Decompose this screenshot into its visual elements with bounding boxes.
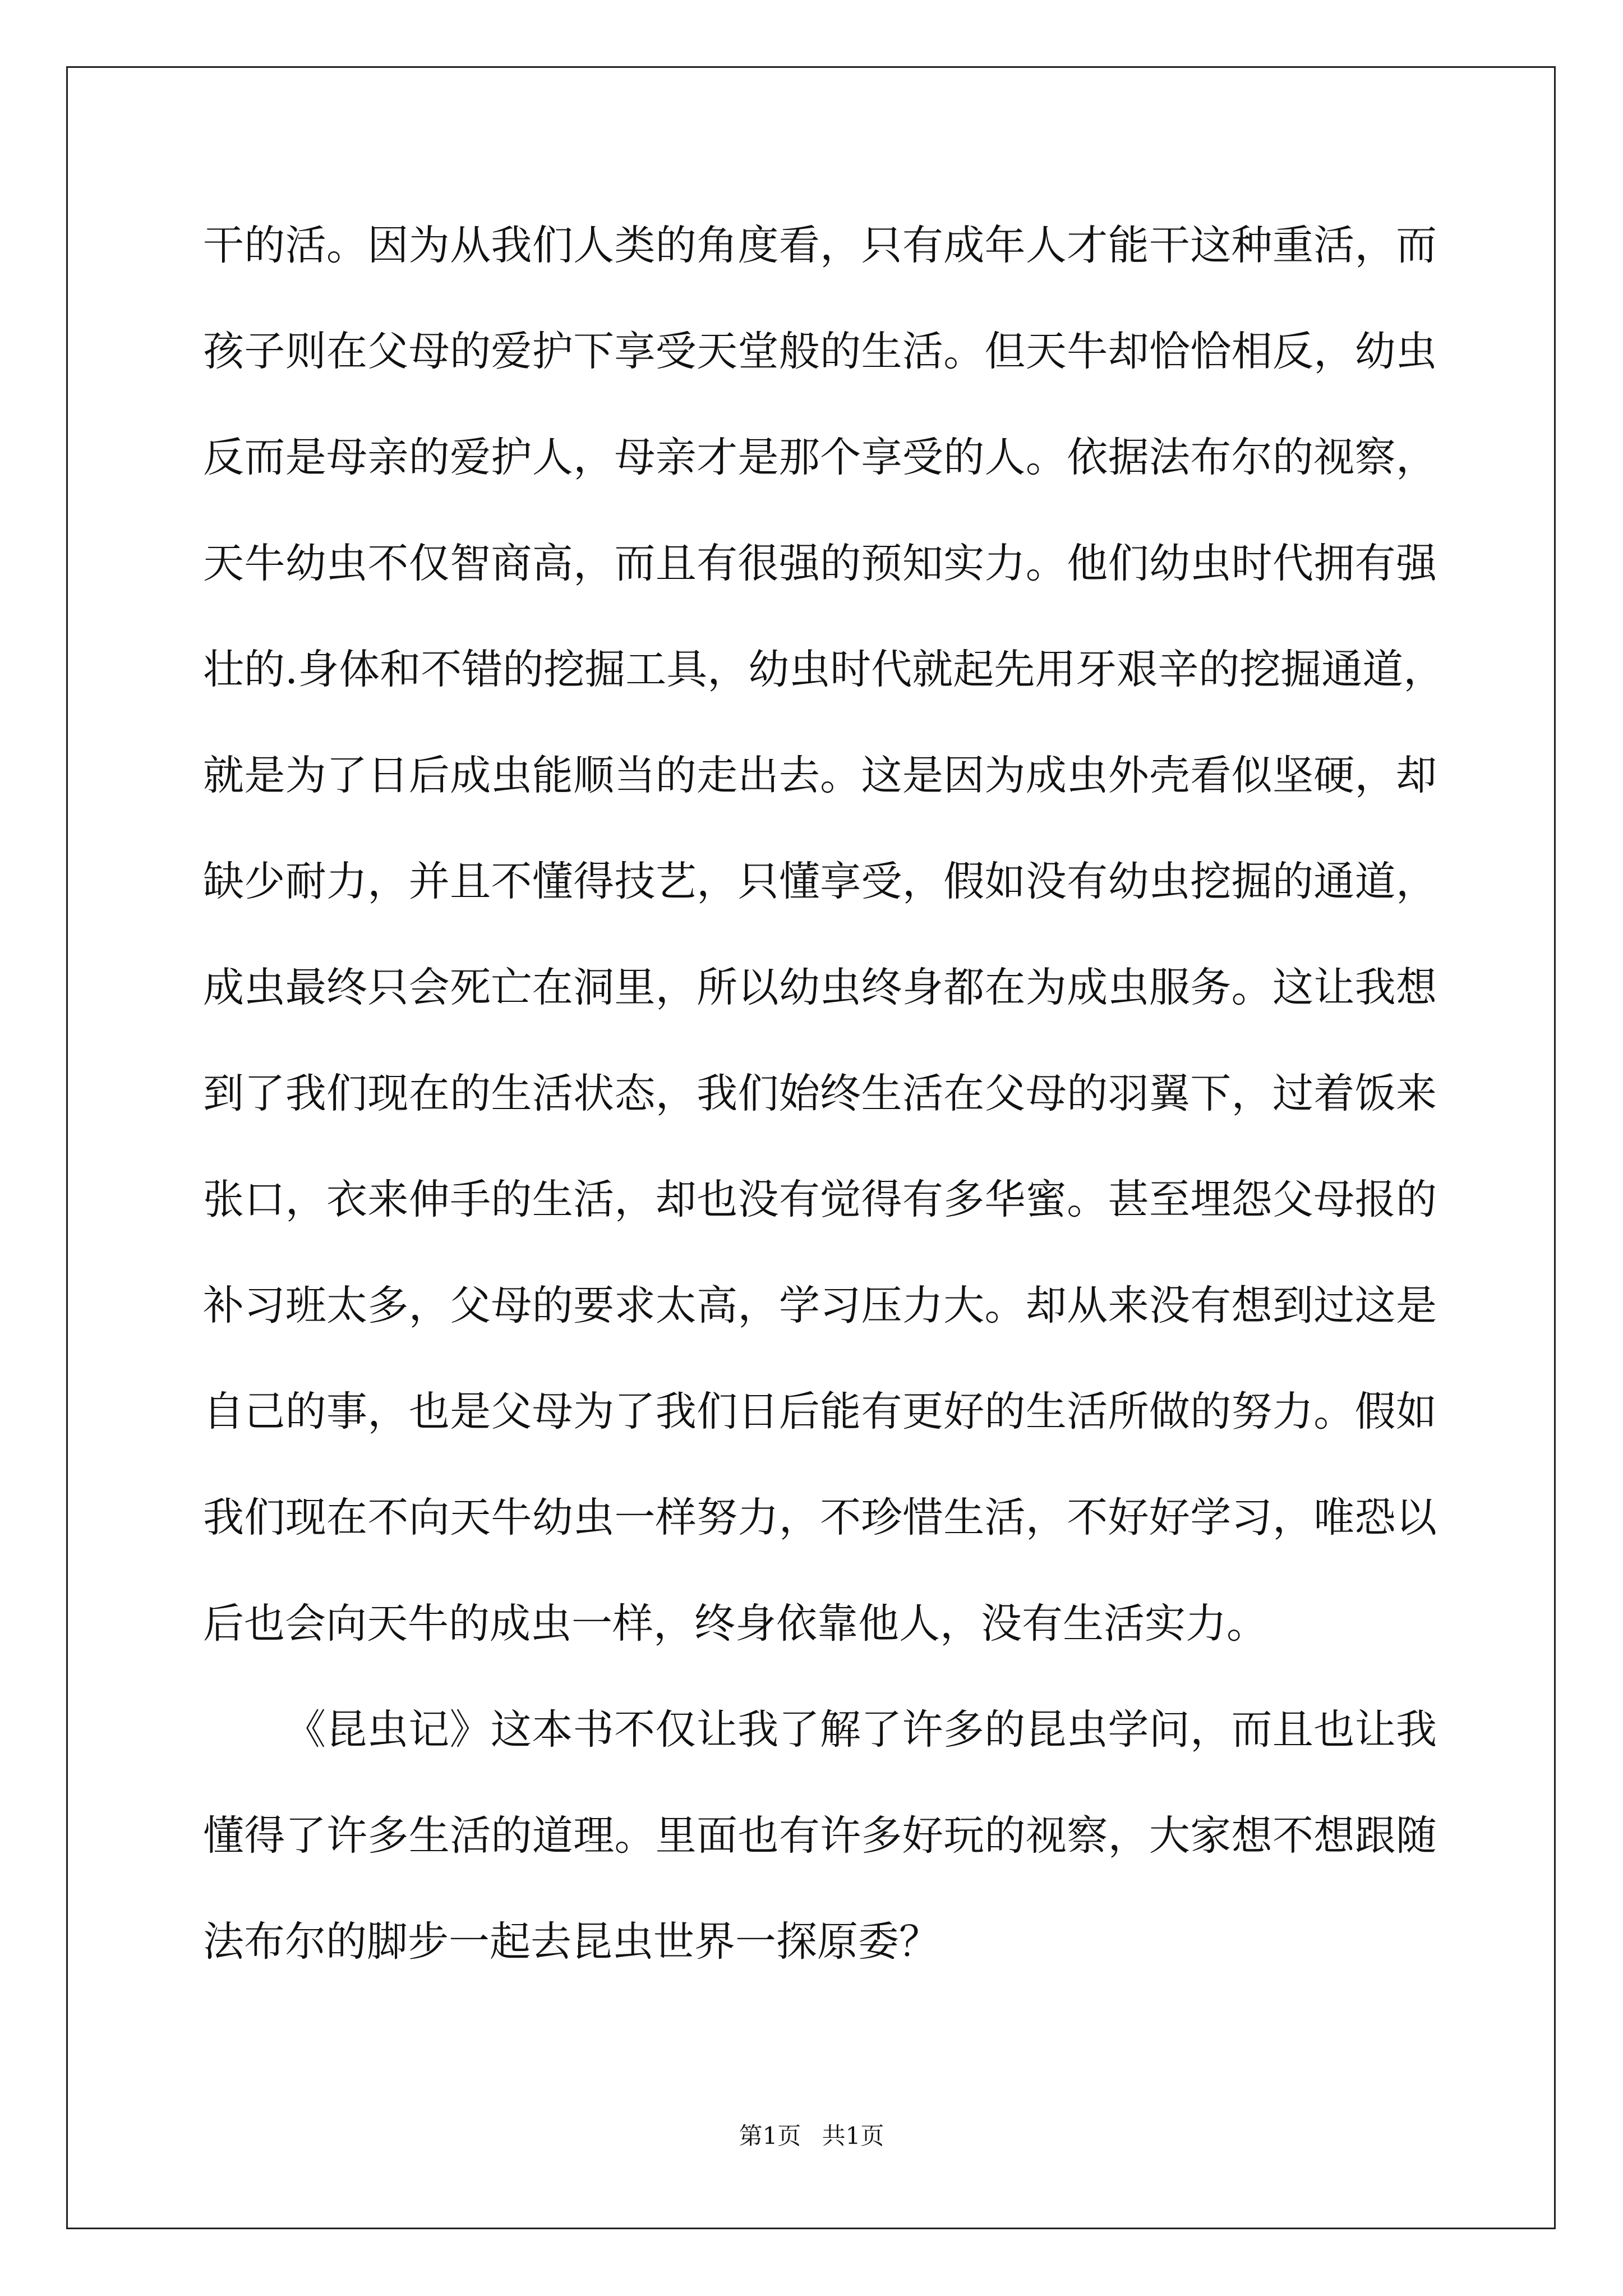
page-number: 第1页 [739,2122,801,2150]
text-line: 孩子则在父母的爱护下享受天堂般的生活。但天牛却恰恰相反，幼虫 [203,328,1437,375]
text-line: 壮的.身体和不错的挖掘工具，幼虫时代就起先用牙艰辛的挖掘通道， [203,646,1445,693]
text-line: 我们现在不向天牛幼虫一样努力，不珍惜生活，不好好学习，唯恐以 [203,1494,1437,1542]
document-body [203,212,1445,2014]
text-line: 天牛幼虫不仅智商高，而且有很强的预知实力。他们幼虫时代拥有强 [203,540,1437,587]
text-line: 懂得了许多生活的道理。里面也有许多好玩的视察，大家想不想跟随 [203,1812,1437,1860]
text-line: 自己的事，也是父母为了我们日后能有更好的生活所做的努力。假如 [203,1388,1437,1435]
text-line: 补习班太多，父母的要求太高，学习压力大。却从来没有想到过这是 [203,1282,1437,1329]
text-line: 张口，衣来伸手的生活，却也没有觉得有多华蜜。甚至埋怨父母报的 [203,1176,1437,1223]
total-pages: 共1页 [822,2122,884,2150]
text-line: 到了我们现在的生活状态，我们始终生活在父母的羽翼下，过着饭来 [203,1070,1437,1117]
page-footer [0,2119,1623,2153]
text-line: 干的活。因为从我们人类的角度看，只有成年人才能干这种重活，而 [203,222,1437,269]
text-line: 反而是母亲的爱护人，母亲才是那个享受的人。依据法布尔的视察， [203,434,1437,481]
text-line: 缺少耐力，并且不懂得技艺，只懂享受，假如没有幼虫挖掘的通道， [203,858,1437,905]
paragraph-start-line: 《昆虫记》这本书不仅让我了解了许多的昆虫学问，而且也让我 [285,1706,1437,1754]
text-line: 就是为了日后成虫能顺当的走出去。这是因为成虫外壳看似坚硬，却 [203,752,1437,799]
text-line: 后也会向天牛的成虫一样，终身依靠他人，没有生活实力。 [203,1600,1267,1648]
text-line: 成虫最终只会死亡在洞里，所以幼虫终身都在为成虫服务。这让我想 [203,964,1437,1011]
text-line: 法布尔的脚步一起去昆虫世界一探原委？ [203,1918,940,1966]
